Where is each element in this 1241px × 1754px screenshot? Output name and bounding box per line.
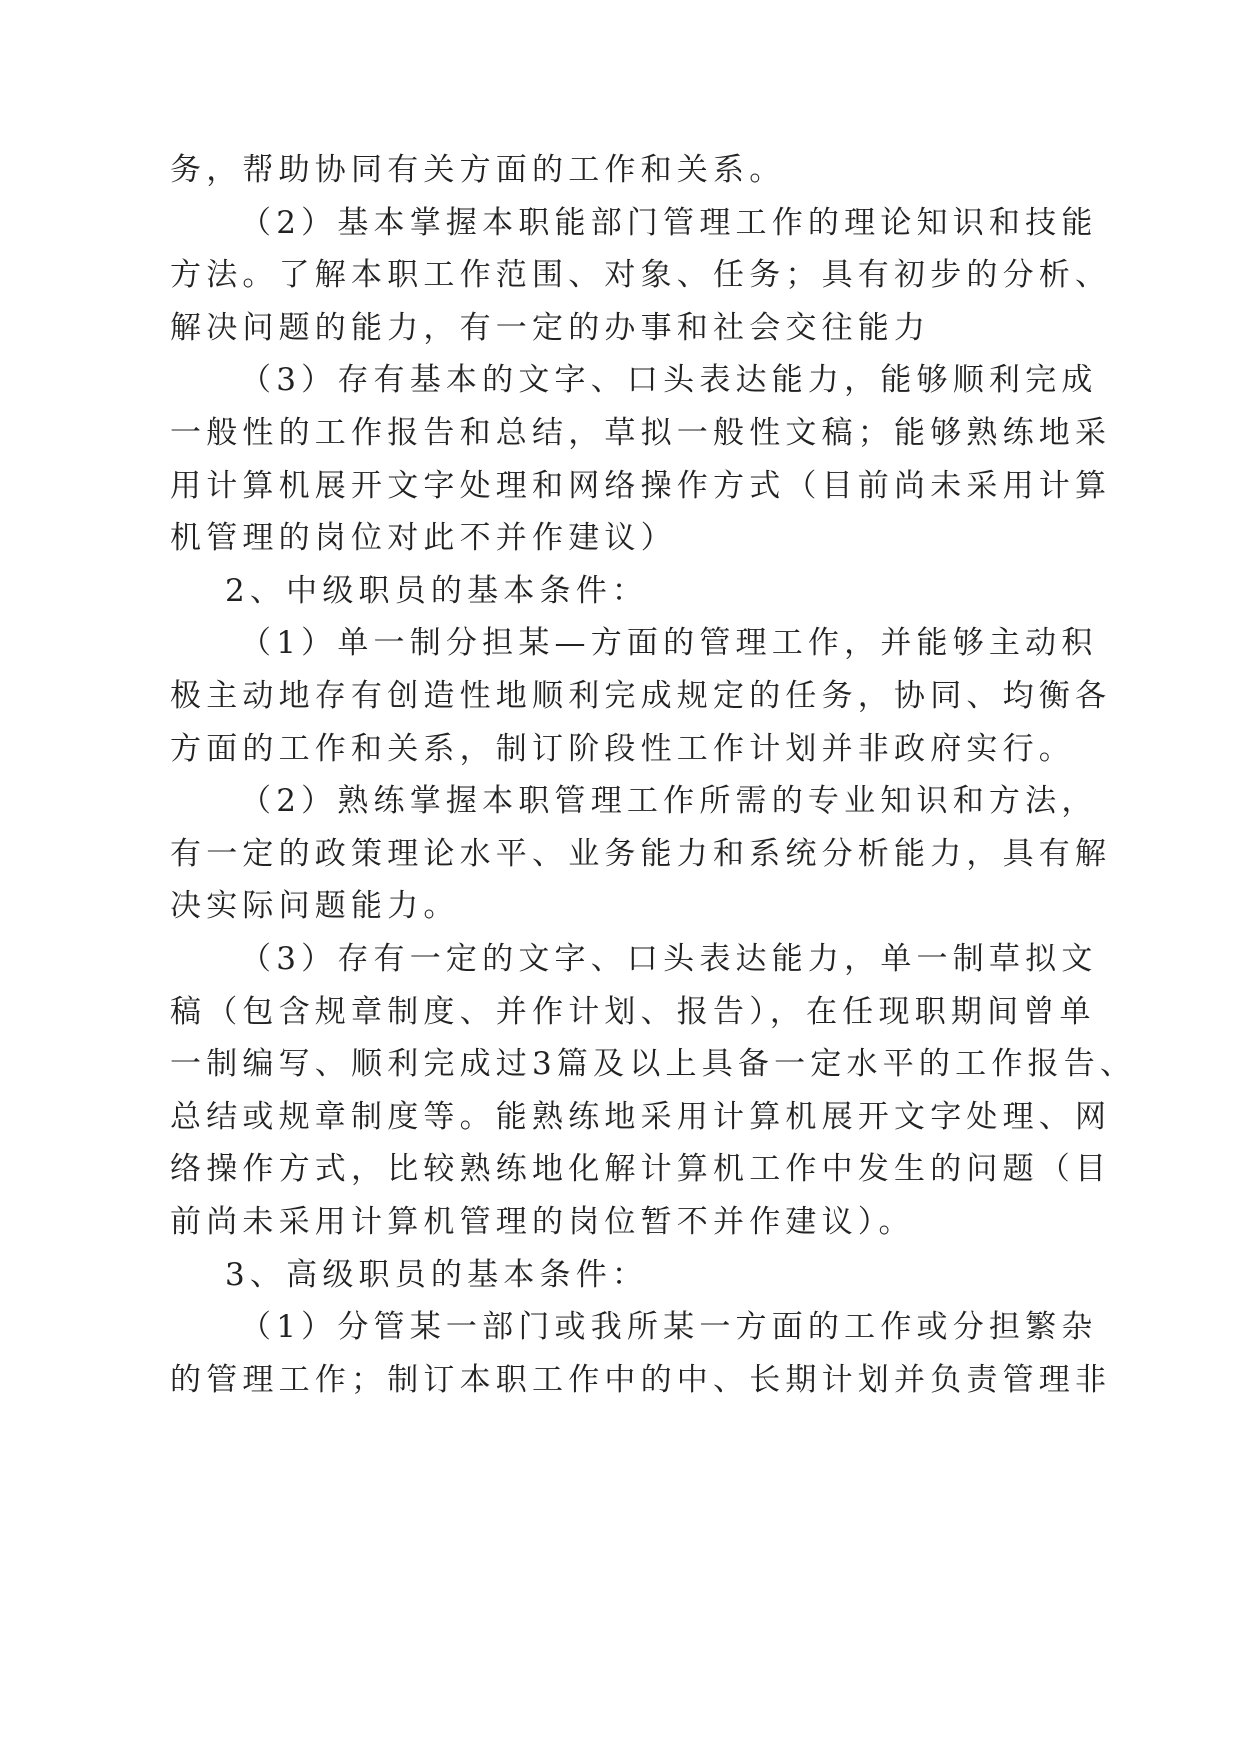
text-line: （1）分管某一部门或我所某一方面的工作或分担繁杂	[240, 1309, 1098, 1345]
text-line: （3）存有基本的文字、口头表达能力，能够顺利完成	[240, 362, 1098, 398]
text-line: 络操作方式，比较熟练地化解计算机工作中发生的问题（目	[170, 1151, 1112, 1187]
text-line: 解决问题的能力，有一定的办事和社会交往能力	[170, 310, 931, 346]
text-line: （2）熟练掌握本职管理工作所需的专业知识和方法，	[240, 783, 1098, 819]
text-line: 决实际问题能力。	[170, 888, 460, 924]
section-heading: 3、高级职员的基本条件：	[225, 1257, 649, 1293]
text-line: （3）存有一定的文字、口头表达能力，单一制草拟文	[240, 941, 1098, 977]
text-line: （2）基本掌握本职能部门管理工作的理论知识和技能	[240, 205, 1098, 241]
text-line: 总结或规章制度等。能熟练地采用计算机展开文字处理、网	[170, 1099, 1112, 1135]
text-line: 方法。了解本职工作范围、对象、任务；具有初步的分析、	[170, 257, 1112, 293]
text-line: 前尚未采用计算机管理的岗位暂不并作建议）。	[170, 1204, 915, 1240]
text-line: 方面的工作和关系，制订阶段性工作计划并非政府实行。	[170, 731, 1075, 767]
text-line: 稿（包含规章制度、并作计划、报告），在任现职期间曾单	[170, 994, 1096, 1030]
text-line: 务，帮助协同有关方面的工作和关系。	[170, 152, 786, 188]
section-heading: 2、中级职员的基本条件：	[225, 573, 649, 609]
text-line: 极主动地存有创造性地顺利完成规定的任务，协同、均衡各	[170, 678, 1112, 714]
text-line: 有一定的政策理论水平、业务能力和系统分析能力，具有解	[170, 836, 1112, 872]
text-line: （1）单一制分担某—方面的管理工作，并能够主动积	[240, 625, 1098, 661]
text-line: 一制编写、顺利完成过3篇及以上具备一定水平的工作报告、	[170, 1046, 1137, 1082]
text-line: 用计算机展开文字处理和网络操作方式（目前尚未采用计算	[170, 468, 1112, 504]
text-line: 的管理工作；制订本职工作中的中、长期计划并负责管理非	[170, 1362, 1112, 1398]
text-line: 一般性的工作报告和总结，草拟一般性文稿；能够熟练地采	[170, 415, 1112, 451]
text-line: 机管理的岗位对此不并作建议）	[170, 520, 677, 556]
